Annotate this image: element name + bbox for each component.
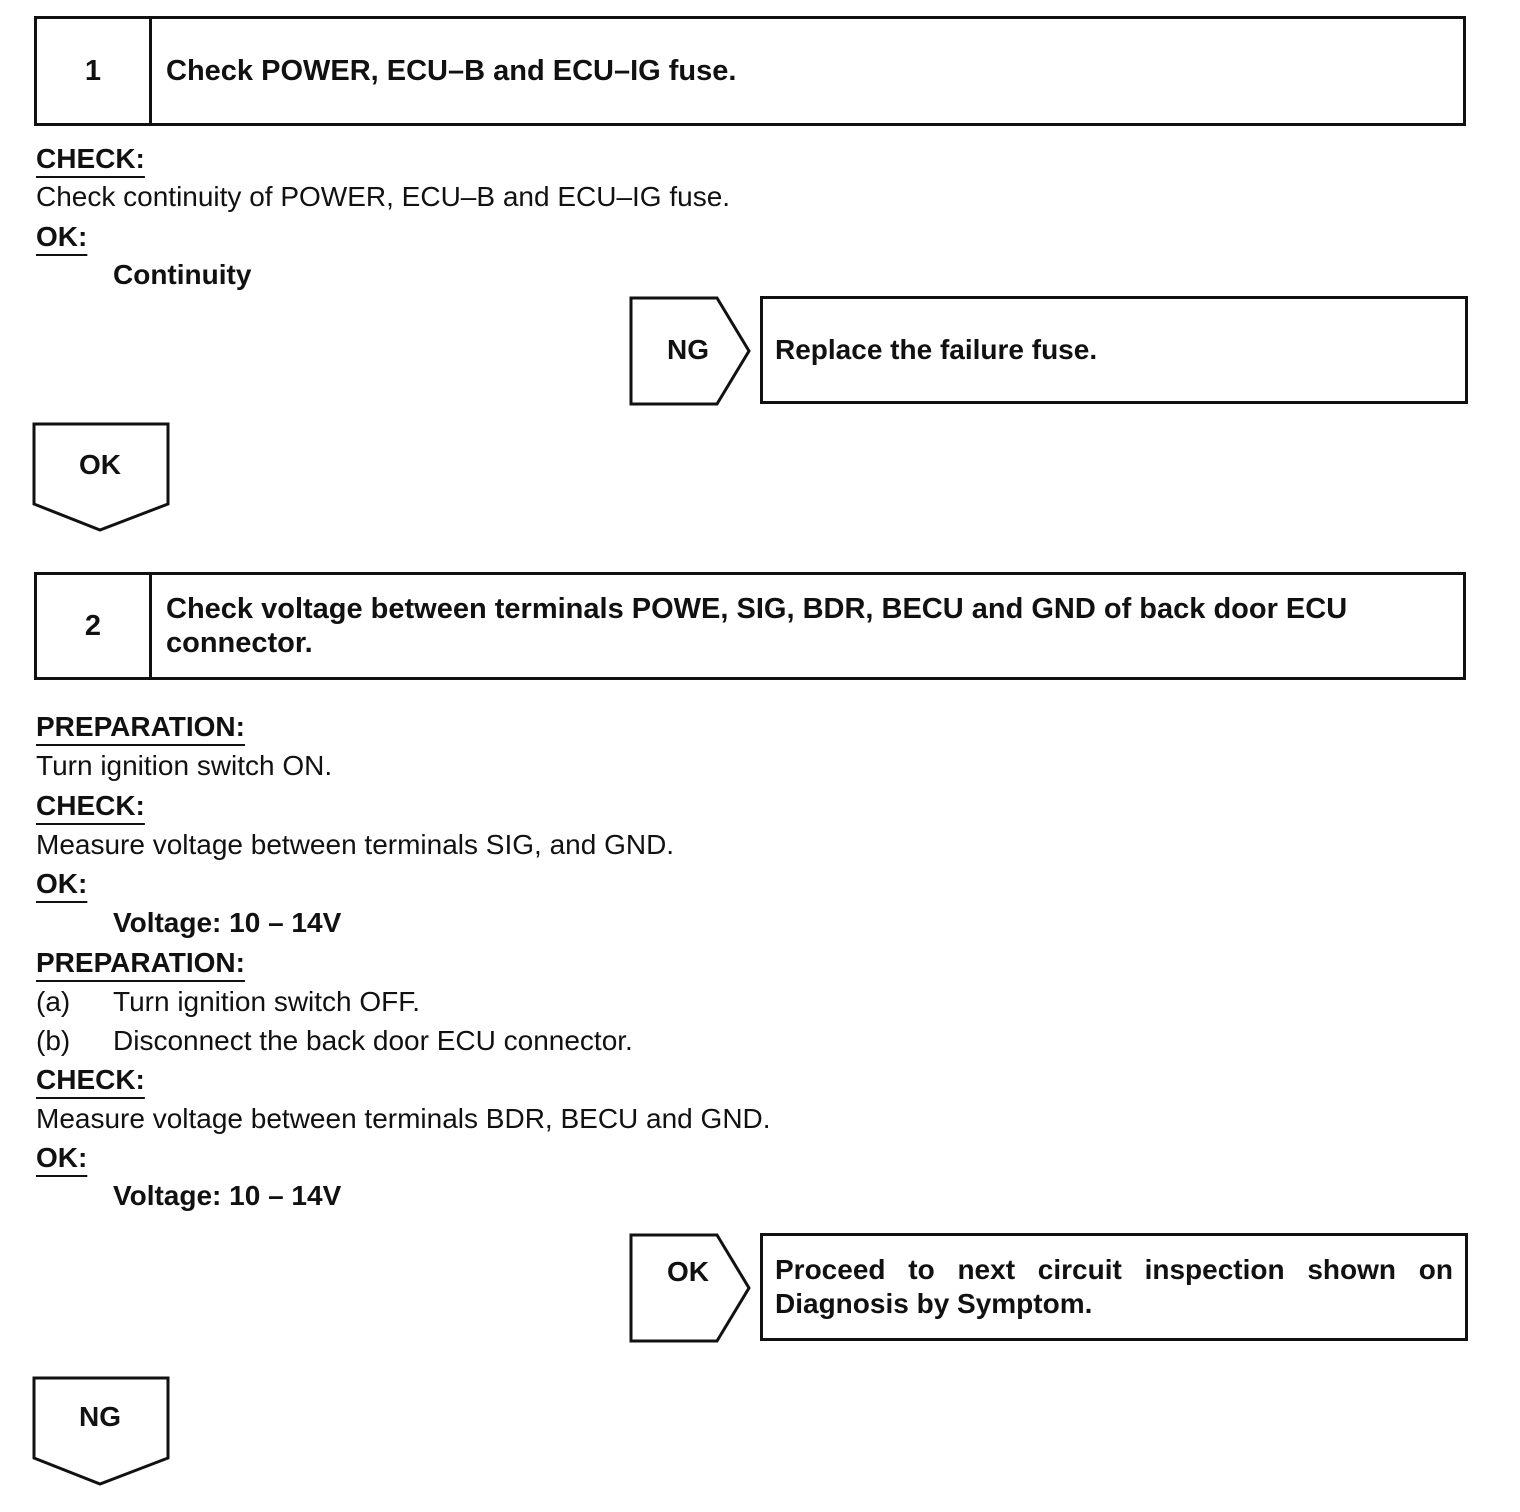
- step-1-ok-arrow-label: OK: [79, 449, 121, 480]
- step-2-ok-arrow-label: OK: [667, 1256, 709, 1287]
- step-2-header: [34, 572, 1466, 680]
- step-2-check-1-label: CHECK:: [36, 790, 145, 821]
- list-item-text: Disconnect the back door ECU connector.: [113, 1025, 633, 1056]
- step-2-ok-1-label: OK:: [36, 868, 88, 899]
- step-2-ok-1-value: Voltage: 10 – 14V: [113, 907, 342, 938]
- step-2-prep-2-label: PREPARATION:: [36, 947, 245, 978]
- step-1-ok-value: Continuity: [113, 259, 252, 290]
- step-1-title: Check POWER, ECU–B and ECU–IG fuse.: [166, 55, 737, 87]
- list-marker: (b): [36, 1025, 71, 1056]
- step-2-title: Check voltage between terminals POWE, SIG, BDR, BECU and GND of back door ECU connector.: [166, 593, 1348, 659]
- step-1-header: [34, 16, 1466, 126]
- step-1-ok-label: OK:: [36, 221, 88, 252]
- step-2-ng-arrow-label: NG: [79, 1401, 121, 1432]
- step-2-check-2-text: Measure voltage between terminals BDR, BECU and GND.: [36, 1103, 771, 1134]
- step-2-prep-1-text: Turn ignition switch ON.: [36, 750, 333, 781]
- step-2-ok-result: Proceed to next circuit inspection shown on Diagnosis by Symptom.: [760, 1233, 1468, 1341]
- step-1-check-text: Check continuity of POWER, ECU–B and ECU–IG fuse.: [36, 181, 731, 212]
- step-2-ok-2-value: Voltage: 10 – 14V: [113, 1180, 342, 1211]
- list-item-text: Turn ignition switch OFF.: [113, 986, 421, 1017]
- step-2-prep-1-label: PREPARATION:: [36, 711, 245, 742]
- step-1-ng-arrow-label: NG: [667, 334, 709, 365]
- step-1-ng-result: Replace the failure fuse.: [760, 296, 1468, 404]
- step-1-number: 1: [37, 19, 152, 123]
- step-2-check-2-label: CHECK:: [36, 1064, 145, 1095]
- step-2-prep-2-item-a: [36, 986, 420, 1018]
- list-marker: (a): [36, 986, 71, 1017]
- step-1-check-label: CHECK:: [36, 143, 145, 174]
- step-2-check-1-text: Measure voltage between terminals SIG, and GND.: [36, 829, 675, 860]
- step-2-prep-2-item-b: [36, 1025, 633, 1057]
- step-2-ok-2-label: OK:: [36, 1142, 88, 1173]
- step-2-ok-arrow-shape: [629, 1233, 753, 1345]
- step-2-number: 2: [37, 575, 152, 677]
